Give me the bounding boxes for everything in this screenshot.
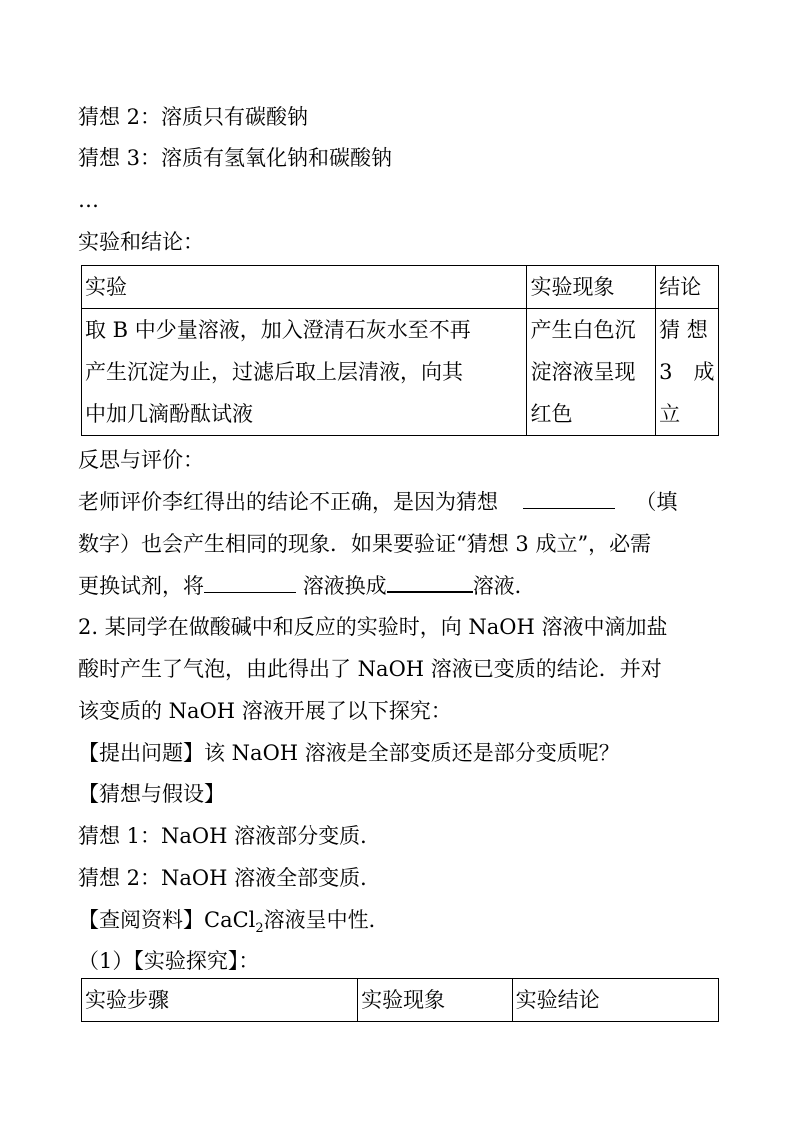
- table-header: 实验: [82, 266, 527, 309]
- guess-3: 猜想 3：溶质有氢氧化钠和碳酸钠: [78, 146, 393, 170]
- table-header: 实验现象: [527, 266, 656, 309]
- question-2-line: 酸时产生了气泡，由此得出了 NaOH 溶液已变质的结论．并对: [78, 657, 662, 681]
- fill-blank-1[interactable]: [523, 488, 615, 509]
- hypothesis-2: 猜想 2：NaOH 溶液全部变质．: [78, 866, 382, 890]
- fill-blank-2[interactable]: [204, 572, 296, 593]
- cell-line: 产生沉淀为止，过滤后取上层清液，向其: [85, 360, 463, 384]
- reflection-heading: 反思与评价：: [78, 448, 204, 472]
- experiment-table: [81, 265, 719, 436]
- table-cell-conclusion: [656, 309, 719, 436]
- fill-blank-3[interactable]: [387, 571, 473, 593]
- table-header-row: [82, 266, 719, 309]
- question-2-line: 该变质的 NaOH 溶液开展了以下探究：: [78, 699, 452, 723]
- reference-info: 【查阅资料】CaCl$_2$溶液呈中性．: [78, 908, 390, 937]
- table-header-row: [82, 979, 719, 1022]
- explore-table: [81, 978, 719, 1022]
- cell-line: 淀溶液呈现: [530, 360, 636, 384]
- hypothesis-heading: 【猜想与假设】: [78, 782, 225, 806]
- table-header: 实验步骤: [82, 979, 358, 1022]
- paragraph-line: 老师评价李红得出的结论不正确，是因为猜想 （填: [78, 490, 678, 514]
- hypothesis-1: 猜想 1：NaOH 溶液部分变质．: [78, 824, 382, 848]
- cell-line: 立: [659, 402, 681, 426]
- ask-question: 【提出问题】该 NaOH 溶液是全部变质还是部分变质呢？: [78, 741, 620, 765]
- table-cell-phenomenon: [527, 309, 656, 436]
- paragraph-line: 更换试剂，将 溶液换成 溶液．: [78, 571, 536, 600]
- question-2-line: 2. 某同学在做酸碱中和反应的实验时，向 NaOH 溶液中滴加盐: [78, 615, 668, 639]
- cell-line: 猜 想: [659, 318, 708, 342]
- cell-line: 红色: [530, 402, 573, 426]
- table-header: 实验现象: [358, 979, 513, 1022]
- cell-line: 取 B 中少量溶液，加入澄清石灰水至不再: [85, 318, 471, 342]
- cell-line: 产生白色沉: [530, 318, 636, 342]
- paragraph-line: 数字）也会产生相同的现象．如果要验证“猜想 3 成立”，必需: [78, 532, 652, 556]
- experiment-conclusion-heading: 实验和结论：: [78, 230, 204, 254]
- cell-line: 中加几滴酚酞试液: [85, 402, 253, 426]
- cell-line: 3 成: [659, 360, 715, 384]
- ellipsis: …: [78, 188, 99, 212]
- table-header: 结论: [656, 266, 719, 309]
- table-cell-experiment: [82, 309, 527, 436]
- experiment-explore-heading: （1）【实验探究】：: [78, 949, 260, 973]
- table-row: [82, 309, 719, 436]
- guess-2: 猜想 2：溶质只有碳酸钠: [78, 105, 309, 129]
- table-header: 实验结论: [512, 979, 718, 1022]
